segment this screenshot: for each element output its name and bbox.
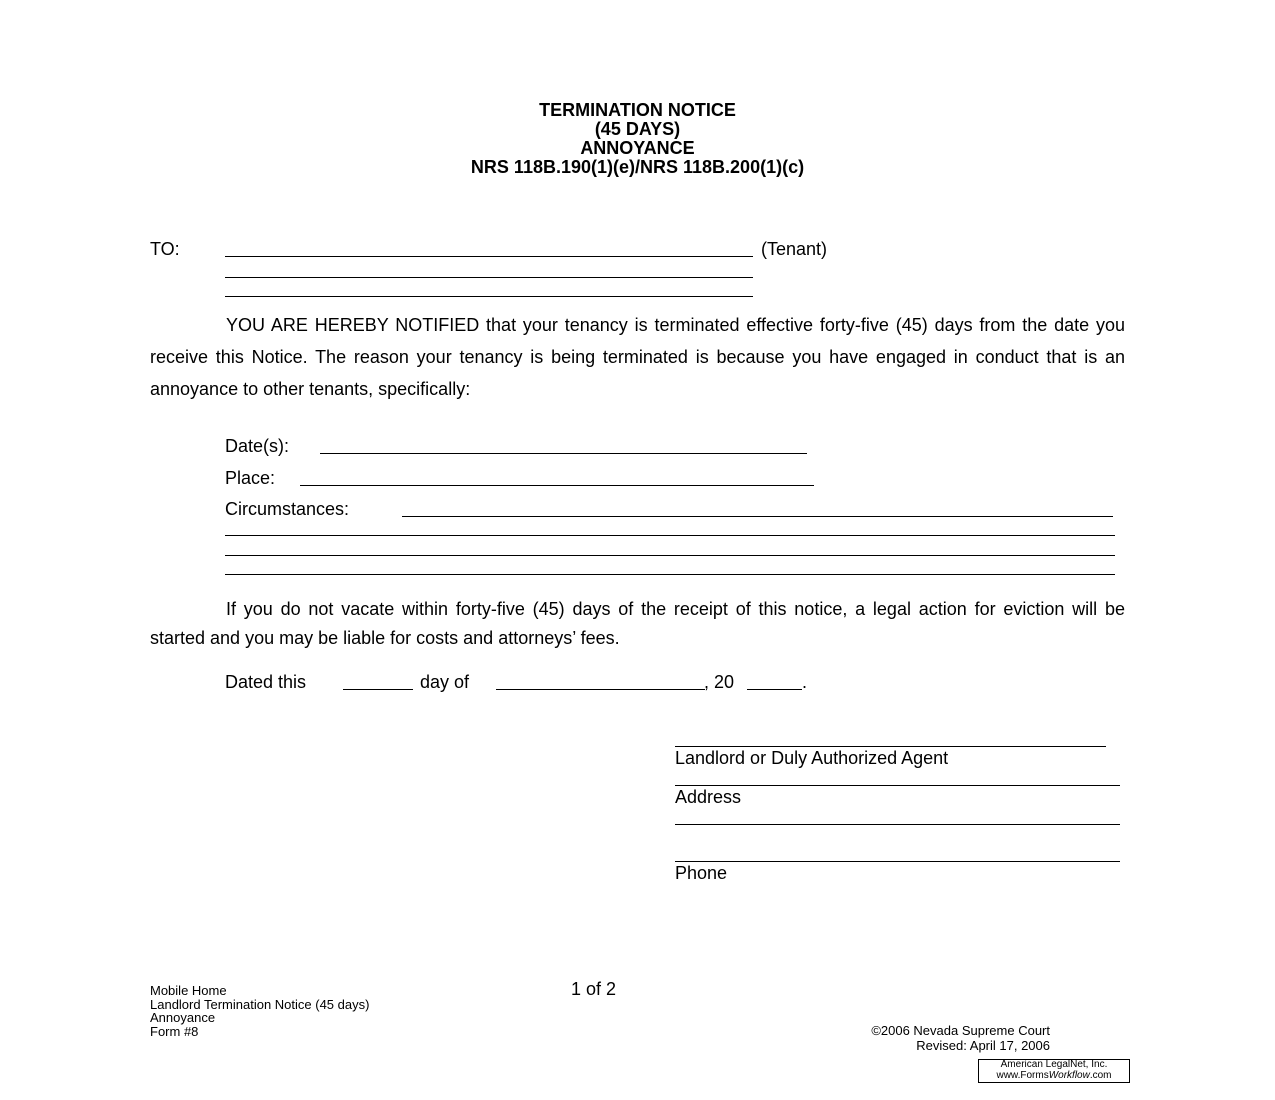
- circumstances-line-3[interactable]: [225, 555, 1115, 556]
- day-line[interactable]: [343, 689, 413, 690]
- month-line[interactable]: [496, 689, 705, 690]
- footer-line-reason: Annoyance: [150, 1010, 216, 1025]
- phone-label: Phone: [675, 863, 728, 883]
- notice-title: TERMINATION NOTICE: [539, 100, 736, 120]
- circumstances-line-2[interactable]: [225, 535, 1115, 536]
- tenant-address-line-1[interactable]: [225, 277, 753, 278]
- notice-paragraph: YOU ARE HEREBY NOTIFIED that your tenancy is terminated effective forty-five (45) days from the date you receive this Notice. The reason your tenancy is being terminated is because you have engaged in conduct that is an annoyance to other tenants, specifically:: [150, 315, 1125, 399]
- stamp-url: www.FormsWorkflow.com: [996, 1069, 1112, 1081]
- footer-line-mobile-home: Mobile Home: [150, 983, 227, 998]
- footer-line-form-title: Landlord Termination Notice (45 days): [150, 996, 370, 1012]
- place-line[interactable]: [300, 485, 814, 486]
- circumstances-line-1[interactable]: [402, 516, 1113, 517]
- place-label: Place:: [225, 468, 276, 488]
- dated-prefix: Dated this: [225, 672, 307, 692]
- notice-reason: ANNOYANCE: [580, 138, 695, 158]
- tenant-address-line-2[interactable]: [225, 296, 753, 297]
- eviction-paragraph: If you do not vacate within forty-five (45) days of the receipt of this notice, a legal action for eviction will be started and you may be liable for costs and attorneys’ fees.: [150, 599, 1125, 648]
- to-label: TO:: [150, 239, 180, 259]
- dated-suffix: .: [802, 672, 808, 692]
- footer-form-info: [150, 984, 369, 1038]
- circumstances-label: Circumstances:: [225, 499, 350, 519]
- dates-line[interactable]: [320, 453, 807, 454]
- revised-date: Revised: April 17, 2006: [916, 1037, 1050, 1053]
- year-line[interactable]: [747, 689, 802, 690]
- footer-copyright-block: [800, 1024, 1050, 1053]
- landlord-label: Landlord or Duly Authorized Agent: [675, 748, 949, 768]
- phone-line[interactable]: [675, 861, 1120, 862]
- notice-days: (45 DAYS): [594, 119, 681, 139]
- tenant-name-line[interactable]: [225, 256, 753, 257]
- address-line-1[interactable]: [675, 785, 1120, 786]
- page-number: 1 of 2: [571, 979, 617, 999]
- footer-line-form-number: Form #8: [150, 1023, 199, 1039]
- year-prefix: , 20: [704, 672, 735, 692]
- legalnet-stamp[interactable]: [978, 1059, 1130, 1083]
- copyright-text: ©2006 Nevada Supreme Court: [871, 1023, 1050, 1038]
- address-label: Address: [675, 787, 742, 807]
- stamp-company: American LegalNet, Inc.: [1000, 1059, 1108, 1070]
- address-line-2[interactable]: [675, 824, 1120, 825]
- dates-label: Date(s):: [225, 436, 290, 456]
- tenant-label: (Tenant): [761, 239, 828, 259]
- landlord-signature-line[interactable]: [675, 746, 1106, 747]
- day-of-label: day of: [420, 672, 470, 692]
- circumstances-line-4[interactable]: [225, 574, 1115, 575]
- statute-reference: NRS 118B.190(1)(e)/NRS 118B.200(1)(c): [470, 157, 805, 177]
